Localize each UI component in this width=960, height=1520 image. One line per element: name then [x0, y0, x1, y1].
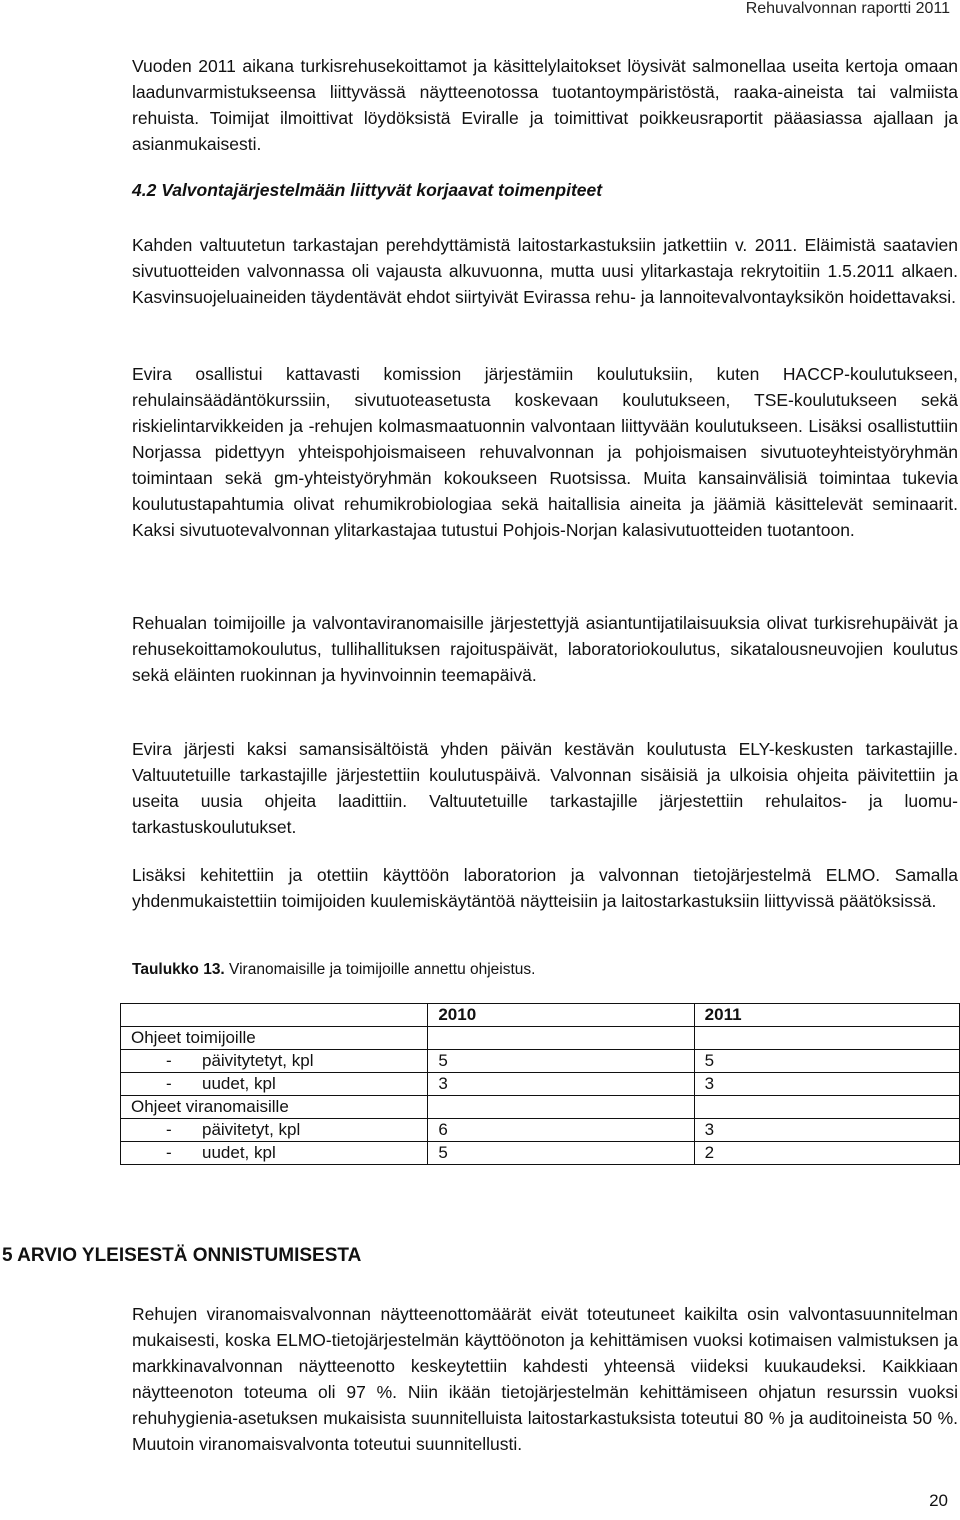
table-row	[121, 1142, 960, 1165]
table-row-label: Ohjeet toimijoille	[121, 1027, 428, 1050]
table-caption	[132, 960, 958, 980]
list-dash: -	[166, 1143, 172, 1162]
table-row-label-text: päivitytetyt, kpl	[202, 1051, 314, 1070]
table-row	[121, 1073, 960, 1096]
table-row-label: Ohjeet viranomaisille	[121, 1096, 428, 1119]
table-cell-2010: 3	[428, 1073, 694, 1096]
running-header: Rehuvalvonnan raportti 2011	[745, 0, 950, 17]
table-row-label	[121, 1073, 428, 1096]
table-header-cell: 2011	[694, 1004, 959, 1027]
guidance-table	[120, 1003, 960, 1165]
table-cell-2010	[428, 1027, 694, 1050]
table-row-label	[121, 1142, 428, 1165]
table-cell-2010: 5	[428, 1142, 694, 1165]
list-dash: -	[166, 1120, 172, 1139]
table-row	[121, 1050, 960, 1073]
table-cell-2011: 2	[694, 1142, 959, 1165]
table-row	[121, 1096, 960, 1119]
table-cell-2010: 5	[428, 1050, 694, 1073]
paragraph-training: Evira osallistui kattavasti komission järjestämiin koulutuksiin, kuten HACCP-koulutukseen, rehulainsäädäntökurssiin, sivutuoteasetusta koskevaan koulutukseen, TSE-koulutukseen sekä riskielintarvikkeiden ja -rehujen kolmasmaatuonnin valvontaan liittyvään koulutukseen. Lisäksi osallistuttiin Norjassa pidettyyn yhteispohjoismaiseen rehuvalvonnan ja pohjoismaisen sivutuoteyhteistyöryhmän toimintaan sekä gm-yhteistyöryhmän kokoukseen Ruotsissa. Muita kansainvälisiä toimintaa tukevia koulutustapahtumia olivat rehumikrobiologiaa sekä haitallisia aineita ja jäämiä käsittelevät seminaarit. Kaksi sivutuotevalvonnan ylitarkastajaa tutustui Pohjois-Norjan kalasivutuotteiden tuotantoon.	[132, 364, 958, 540]
table-caption-text: Viranomaisille ja toimijoille annettu ohjeistus.	[224, 961, 536, 978]
table-header-cell	[121, 1004, 428, 1027]
table-row	[121, 1119, 960, 1142]
section-heading-5: 5 ARVIO YLEISESTÄ ONNISTUMISESTA	[2, 1245, 362, 1266]
paragraph-expert-events: Rehualan toimijoille ja valvontaviranomaisille järjestettyjä asiantuntijatilaisuuksia olivat turkisrehupäivät ja rehusekoittamokoulutus, tullihallituksen rajoituspäivät, laboratoriokoulutus, sikatalousneuvojien koulutus sekä eläinten ruokinnan ja hyvinvoinnin teemapäivä.	[132, 613, 958, 685]
table-row-label-text: uudet, kpl	[202, 1143, 276, 1162]
paragraph-ely-training: Evira järjesti kaksi samansisältöistä yhden päivän kestävän koulutusta ELY-keskusten tarkastajille. Valtuutetuille tarkastajille järjestettiin koulutuspäivä. Valvonnan sisäisiä ja ulkoisia ohjeita päivitettiin ja useita uusia ohjeita laadittiin. Valtuutetuille tarkastajille järjestettiin rehulaitos- ja luomu-tarkastuskoulutukset.	[132, 739, 958, 837]
table-row	[121, 1027, 960, 1050]
paragraph-salmonella: Vuoden 2011 aikana turkisrehusekoittamot ja käsittelylaitokset löysivät salmonellaa useita kertoja omaan laadunvarmistukseensa liittyvässä näytteenotossa tuotantoympäristöstä, raaka-aineista tai valmiista rehuista. Toimijat ilmoittivat löydöksistä Eviralle ja toimittivat poikkeusraportit pääasiassa ajallaan ja asianmukaisesti.	[132, 56, 958, 154]
table-cell-2011: 5	[694, 1050, 959, 1073]
table-row-label-text: uudet, kpl	[202, 1074, 276, 1093]
table-header-cell: 2010	[428, 1004, 694, 1027]
list-dash: -	[166, 1074, 172, 1093]
table-cell-2011: 3	[694, 1119, 959, 1142]
page-number: 20	[929, 1491, 948, 1510]
table-cell-2011: 3	[694, 1073, 959, 1096]
table-header-row	[121, 1004, 960, 1027]
section-heading-4-2: 4.2 Valvontajärjestelmään liittyvät korjaavat toimenpiteet	[132, 180, 603, 200]
paragraph-inspectors: Kahden valtuutetun tarkastajan perehdyttämistä laitostarkastuksiin jatkettiin v. 2011. Eläimistä saatavien sivutuotteiden valvonnassa oli vajausta alkuvuonna, mutta uusi ylitarkastaja rekrytoitiin 1.5.2011 alkaen. Kasvinsuojeluaineiden täydentävät ehdot siirtyivät Evirassa rehu- ja lannoitevalvontayksikön hoidettavaksi.	[132, 235, 958, 307]
table-cell-2011	[694, 1027, 959, 1050]
table-row-label-text: päivitetyt, kpl	[202, 1120, 301, 1139]
table-caption-label: Taulukko 13.	[132, 961, 225, 978]
table-cell-2010: 6	[428, 1119, 694, 1142]
table-cell-2010	[428, 1096, 694, 1119]
paragraph-elmo: Lisäksi kehitettiin ja otettiin käyttöön laboratorion ja valvonnan tietojärjestelmä ELMO. Samalla yhdenmukaistettiin toimijoiden kuulemiskäytäntöä näytteisiin ja laitostarkastuksiin liittyvissä päätöksissä.	[132, 865, 958, 911]
list-dash: -	[166, 1051, 172, 1070]
table-cell-2011	[694, 1096, 959, 1119]
table-row-label	[121, 1050, 428, 1073]
paragraph-assessment: Rehujen viranomaisvalvonnan näytteenottomäärät eivät toteutuneet kaikilta osin valvontasuunnitelman mukaisesti, koska ELMO-tietojärjestelmän käyttöönoton ja kehittämisen vuoksi kotimaisen valmistuksen ja markkinavalvonnan näytteenotto keskeytettiin kahdesti yhteensä viideksi kuukaudeksi. Kaikkiaan näytteenoton toteuma oli 97 %. Niin ikään tietojärjestelmän kehittämiseen ohjatun resurssin vuoksi rehuhygienia-asetuksen mukaisista suunnitelluista laitostarkastuksista toteutui 80 % ja auditoineista 50 %. Muutoin viranomaisvalvonta toteutui suunnitellusti.	[132, 1304, 958, 1454]
table-row-label	[121, 1119, 428, 1142]
